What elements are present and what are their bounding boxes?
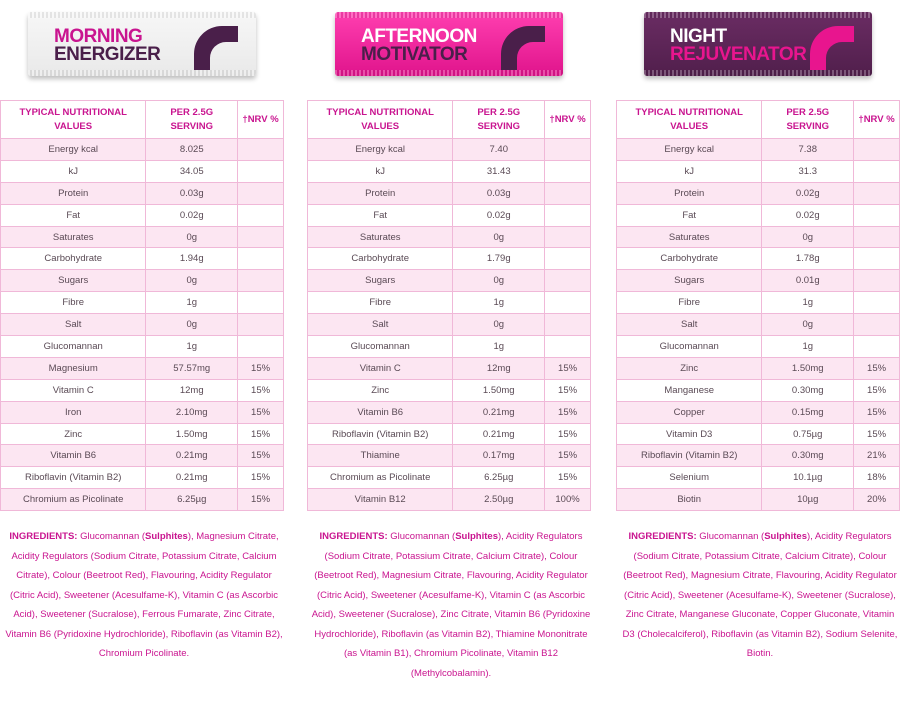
- nrv-value: 15%: [238, 357, 284, 379]
- nutrient-name: Glucomannan: [617, 336, 762, 358]
- per-serving-value: 1.79g: [453, 248, 545, 270]
- nutrient-name: Thiamine: [308, 445, 453, 467]
- table-row: [308, 248, 591, 270]
- table-row: [308, 160, 591, 182]
- nutrient-name: Protein: [308, 182, 453, 204]
- per-serving-value: 0.21mg: [453, 423, 545, 445]
- nrv-value: 15%: [545, 467, 591, 489]
- per-serving-value: 1g: [453, 292, 545, 314]
- table-row: [617, 226, 900, 248]
- nutrient-name: Biotin: [617, 489, 762, 511]
- nutrient-name: Vitamin D3: [617, 423, 762, 445]
- product-packet-image: [28, 12, 256, 76]
- table-row: [308, 182, 591, 204]
- table-row: [1, 204, 284, 226]
- header-per-serving: PER 2.5G SERVING: [146, 101, 238, 139]
- per-serving-value: 1g: [146, 336, 238, 358]
- nrv-value: [545, 226, 591, 248]
- ingredients-text: INGREDIENTS: Glucomannan (Sulphites), Acidity Regulators (Sodium Citrate, Potassium Citrate, Calcium Citrate), Colour (Beetroot Red), Magnesium Citrate, Flavouring, Acidity Regulator (Citric Acid), Sweetener (Acesulfame-K), Sweetener (Sucralose), Zinc Citrate, Manganese Gluconate, Copper Gluconate, Vitamin D3 (Cholecalciferol), Riboflavin (as Vitamin B2), Sodium Selenite, Biotin.: [622, 531, 898, 659]
- per-serving-value: 0.03g: [453, 182, 545, 204]
- allergen: Sulphites: [145, 531, 188, 542]
- nrv-value: [854, 248, 900, 270]
- nrv-value: 15%: [854, 401, 900, 423]
- nutrient-name: Salt: [1, 314, 146, 336]
- nutrient-name: Glucomannan: [1, 336, 146, 358]
- nrv-value: [854, 270, 900, 292]
- table-row: [308, 270, 591, 292]
- table-row: [617, 423, 900, 445]
- nrv-value: 15%: [545, 379, 591, 401]
- product-column-morning: [0, 0, 290, 710]
- per-serving-value: 1.50mg: [762, 357, 854, 379]
- table-row: [617, 467, 900, 489]
- per-serving-value: 6.25µg: [453, 467, 545, 489]
- nutrient-name: kJ: [617, 160, 762, 182]
- nrv-value: 15%: [238, 401, 284, 423]
- per-serving-value: 0.02g: [453, 204, 545, 226]
- per-serving-value: 1.50mg: [146, 423, 238, 445]
- nutrient-name: kJ: [1, 160, 146, 182]
- per-serving-value: 10µg: [762, 489, 854, 511]
- table-row: [1, 292, 284, 314]
- table-row: [1, 489, 284, 511]
- product-packet-image: [335, 12, 563, 76]
- product-column-night: [616, 0, 900, 710]
- nutrient-name: Fat: [617, 204, 762, 226]
- nrv-value: 15%: [238, 379, 284, 401]
- per-serving-value: 0g: [453, 270, 545, 292]
- table-row: [308, 292, 591, 314]
- nutrient-name: Energy kcal: [308, 139, 453, 161]
- nutrition-table: [616, 100, 900, 511]
- table-row: [617, 379, 900, 401]
- nutrient-name: Fibre: [617, 292, 762, 314]
- nutrient-name: Sugars: [1, 270, 146, 292]
- nutrient-name: Vitamin C: [308, 357, 453, 379]
- per-serving-value: 12mg: [146, 379, 238, 401]
- table-row: [617, 204, 900, 226]
- per-serving-value: 0.21mg: [146, 445, 238, 467]
- nutrient-name: Protein: [1, 182, 146, 204]
- nrv-value: [854, 292, 900, 314]
- table-row: [1, 226, 284, 248]
- per-serving-value: 57.57mg: [146, 357, 238, 379]
- per-serving-value: 0g: [762, 226, 854, 248]
- per-serving-value: 8.025: [146, 139, 238, 161]
- per-serving-value: 0.01g: [762, 270, 854, 292]
- table-row: [308, 401, 591, 423]
- nrv-value: 20%: [854, 489, 900, 511]
- nrv-value: 15%: [545, 423, 591, 445]
- nutrient-name: Protein: [617, 182, 762, 204]
- nutrient-name: Vitamin B6: [308, 401, 453, 423]
- per-serving-value: 7.38: [762, 139, 854, 161]
- nutrient-name: Vitamin C: [1, 379, 146, 401]
- nrv-value: [854, 204, 900, 226]
- per-serving-value: 1.50mg: [453, 379, 545, 401]
- nrv-value: [854, 336, 900, 358]
- table-row: [308, 357, 591, 379]
- per-serving-value: 0.02g: [762, 204, 854, 226]
- nrv-value: 15%: [238, 445, 284, 467]
- per-serving-value: 1g: [146, 292, 238, 314]
- nrv-value: [238, 182, 284, 204]
- nrv-value: 15%: [854, 423, 900, 445]
- nrv-value: 15%: [545, 401, 591, 423]
- nrv-value: [238, 160, 284, 182]
- per-serving-value: 1g: [762, 292, 854, 314]
- nutrient-name: Fibre: [308, 292, 453, 314]
- table-row: [1, 270, 284, 292]
- nrv-value: [238, 226, 284, 248]
- nrv-value: [854, 226, 900, 248]
- table-row: [617, 445, 900, 467]
- per-serving-value: 0.15mg: [762, 401, 854, 423]
- nutrient-name: Manganese: [617, 379, 762, 401]
- nrv-value: [238, 270, 284, 292]
- swoosh-logo-icon: [802, 18, 854, 70]
- nrv-value: [854, 314, 900, 336]
- per-serving-value: 1g: [453, 336, 545, 358]
- nutrient-name: Vitamin B12: [308, 489, 453, 511]
- product-column-afternoon: [307, 0, 597, 710]
- table-row: [617, 139, 900, 161]
- per-serving-value: 0.17mg: [453, 445, 545, 467]
- per-serving-value: 31.43: [453, 160, 545, 182]
- nrv-value: [854, 139, 900, 161]
- nutrient-name: Fibre: [1, 292, 146, 314]
- header-typical-values: TYPICAL NUTRITIONAL VALUES: [308, 101, 453, 139]
- header-nrv: †NRV %: [545, 101, 591, 139]
- header-typical-values: TYPICAL NUTRITIONAL VALUES: [617, 101, 762, 139]
- nutrient-name: Chromium as Picolinate: [308, 467, 453, 489]
- table-row: [308, 467, 591, 489]
- per-serving-value: 0.30mg: [762, 445, 854, 467]
- nrv-value: [545, 270, 591, 292]
- nutrient-name: Carbohydrate: [617, 248, 762, 270]
- nutrient-name: Zinc: [617, 357, 762, 379]
- nutrient-name: Salt: [617, 314, 762, 336]
- swoosh-logo-icon: [186, 18, 238, 70]
- table-row: [1, 379, 284, 401]
- nutrient-name: Magnesium: [1, 357, 146, 379]
- table-row: [308, 139, 591, 161]
- nrv-value: [238, 336, 284, 358]
- swoosh-logo-icon: [493, 18, 545, 70]
- product-name: MORNING ENERGIZER: [54, 26, 161, 65]
- nrv-value: [545, 139, 591, 161]
- nutrient-name: Carbohydrate: [1, 248, 146, 270]
- nrv-value: 21%: [854, 445, 900, 467]
- table-row: [617, 401, 900, 423]
- product-packet-image: [644, 12, 872, 76]
- nutrient-name: Zinc: [1, 423, 146, 445]
- table-row: [1, 445, 284, 467]
- table-row: [1, 182, 284, 204]
- nrv-value: 18%: [854, 467, 900, 489]
- nrv-value: 15%: [238, 489, 284, 511]
- nutrient-name: Vitamin B6: [1, 445, 146, 467]
- table-header-row: [617, 101, 900, 139]
- table-row: [308, 379, 591, 401]
- nutrient-name: Riboflavin (Vitamin B2): [308, 423, 453, 445]
- nutrient-name: Copper: [617, 401, 762, 423]
- nrv-value: 15%: [238, 423, 284, 445]
- per-serving-value: 0.75µg: [762, 423, 854, 445]
- nutrient-name: Riboflavin (Vitamin B2): [617, 445, 762, 467]
- product-name: AFTERNOON MOTIVATOR: [361, 26, 477, 65]
- nutrient-name: Saturates: [617, 226, 762, 248]
- nrv-value: [545, 336, 591, 358]
- nrv-value: 15%: [545, 445, 591, 467]
- per-serving-value: 12mg: [453, 357, 545, 379]
- per-serving-value: 0g: [146, 314, 238, 336]
- table-row: [617, 357, 900, 379]
- nutrient-name: Iron: [1, 401, 146, 423]
- ingredients-text: INGREDIENTS: Glucomannan (Sulphites), Acidity Regulators (Sodium Citrate, Potassium Citrate, Calcium Citrate), Colour (Beetroot Red), Magnesium Citrate, Flavouring, Acidity Regulator (Citric Acid), Sweetener (Acesulfame-K), Vitamin C (as Ascorbic Acid), Sweetener (Sucralose), Zinc Citrate, Vitamin B6 (Pyridoxine Hydrochloride), Riboflavin (as Vitamin B2), Thiamine Mononitrate (as Vitamin B1), Chromium Picolinate, Vitamin B12 (Methylcobalamin).: [311, 531, 591, 679]
- table-row: [308, 489, 591, 511]
- nrv-value: [545, 160, 591, 182]
- per-serving-value: 2.10mg: [146, 401, 238, 423]
- table-row: [308, 314, 591, 336]
- header-typical-values: TYPICAL NUTRITIONAL VALUES: [1, 101, 146, 139]
- table-row: [617, 248, 900, 270]
- table-row: [1, 357, 284, 379]
- table-row: [617, 270, 900, 292]
- nutrient-name: Riboflavin (Vitamin B2): [1, 467, 146, 489]
- per-serving-value: 0g: [453, 314, 545, 336]
- per-serving-value: 7.40: [453, 139, 545, 161]
- table-row: [1, 423, 284, 445]
- nrv-value: [854, 182, 900, 204]
- nrv-value: [238, 139, 284, 161]
- table-row: [308, 423, 591, 445]
- per-serving-value: 0g: [146, 270, 238, 292]
- nutrient-name: Chromium as Picolinate: [1, 489, 146, 511]
- nutrient-name: Sugars: [617, 270, 762, 292]
- table-row: [617, 292, 900, 314]
- table-row: [1, 314, 284, 336]
- nrv-value: [545, 248, 591, 270]
- product-name: NIGHT REJUVENATOR: [670, 26, 807, 65]
- nutrient-name: Salt: [308, 314, 453, 336]
- per-serving-value: 0.02g: [762, 182, 854, 204]
- table-row: [1, 401, 284, 423]
- allergen: Sulphites: [455, 531, 498, 542]
- table-row: [308, 226, 591, 248]
- per-serving-value: 10.1µg: [762, 467, 854, 489]
- table-row: [617, 489, 900, 511]
- table-row: [617, 182, 900, 204]
- allergen: Sulphites: [764, 531, 807, 542]
- nrv-value: 100%: [545, 489, 591, 511]
- header-nrv: †NRV %: [238, 101, 284, 139]
- nrv-value: [854, 160, 900, 182]
- table-row: [617, 336, 900, 358]
- per-serving-value: 0.03g: [146, 182, 238, 204]
- nutrient-name: Sugars: [308, 270, 453, 292]
- per-serving-value: 34.05: [146, 160, 238, 182]
- per-serving-value: 0.02g: [146, 204, 238, 226]
- per-serving-value: 31.3: [762, 160, 854, 182]
- nrv-value: 15%: [238, 467, 284, 489]
- table-row: [617, 160, 900, 182]
- nrv-value: [238, 314, 284, 336]
- nutrient-name: Zinc: [308, 379, 453, 401]
- per-serving-value: 0g: [146, 226, 238, 248]
- per-serving-value: 1g: [762, 336, 854, 358]
- nrv-value: [238, 248, 284, 270]
- table-row: [1, 467, 284, 489]
- nutrient-name: Glucomannan: [308, 336, 453, 358]
- per-serving-value: 1.94g: [146, 248, 238, 270]
- nutrient-name: Energy kcal: [1, 139, 146, 161]
- nrv-value: [545, 204, 591, 226]
- header-per-serving: PER 2.5G SERVING: [453, 101, 545, 139]
- header-per-serving: PER 2.5G SERVING: [762, 101, 854, 139]
- nrv-value: 15%: [545, 357, 591, 379]
- per-serving-value: 0g: [453, 226, 545, 248]
- table-row: [1, 139, 284, 161]
- nrv-value: [238, 204, 284, 226]
- nutrition-table: [307, 100, 591, 511]
- nutrient-name: Fat: [308, 204, 453, 226]
- nutrient-name: kJ: [308, 160, 453, 182]
- nutrition-table: [0, 100, 284, 511]
- table-row: [308, 336, 591, 358]
- per-serving-value: 1.78g: [762, 248, 854, 270]
- per-serving-value: 0g: [762, 314, 854, 336]
- nrv-value: [545, 314, 591, 336]
- per-serving-value: 0.21mg: [453, 401, 545, 423]
- table-row: [308, 204, 591, 226]
- table-row: [1, 336, 284, 358]
- table-header-row: [1, 101, 284, 139]
- nrv-value: 15%: [854, 379, 900, 401]
- table-row: [617, 314, 900, 336]
- nutrient-name: Selenium: [617, 467, 762, 489]
- nutrient-name: Saturates: [308, 226, 453, 248]
- table-row: [1, 160, 284, 182]
- nutrient-name: Fat: [1, 204, 146, 226]
- nutrient-name: Saturates: [1, 226, 146, 248]
- nrv-value: [238, 292, 284, 314]
- nrv-value: 15%: [854, 357, 900, 379]
- table-header-row: [308, 101, 591, 139]
- nutrient-name: Energy kcal: [617, 139, 762, 161]
- per-serving-value: 2.50µg: [453, 489, 545, 511]
- nrv-value: [545, 292, 591, 314]
- nrv-value: [545, 182, 591, 204]
- per-serving-value: 0.30mg: [762, 379, 854, 401]
- table-row: [308, 445, 591, 467]
- per-serving-value: 6.25µg: [146, 489, 238, 511]
- table-row: [1, 248, 284, 270]
- nutrient-name: Carbohydrate: [308, 248, 453, 270]
- ingredients-text: INGREDIENTS: Glucomannan (Sulphites), Magnesium Citrate, Acidity Regulators (Sodium Citrate, Potassium Citrate, Calcium Citrate), Colour (Beetroot Red), Flavouring, Acidity Regulator (Citric Acid), Sweetener (Acesulfame-K), Vitamin C (as Ascorbic Acid), Sweetener (Sucralose), Ferrous Fumarate, Zinc Citrate, Vitamin B6 (Pyridoxine Hydrochloride), Riboflavin (as Vitamin B2), Chromium Picolinate.: [5, 531, 283, 659]
- per-serving-value: 0.21mg: [146, 467, 238, 489]
- header-nrv: †NRV %: [854, 101, 900, 139]
